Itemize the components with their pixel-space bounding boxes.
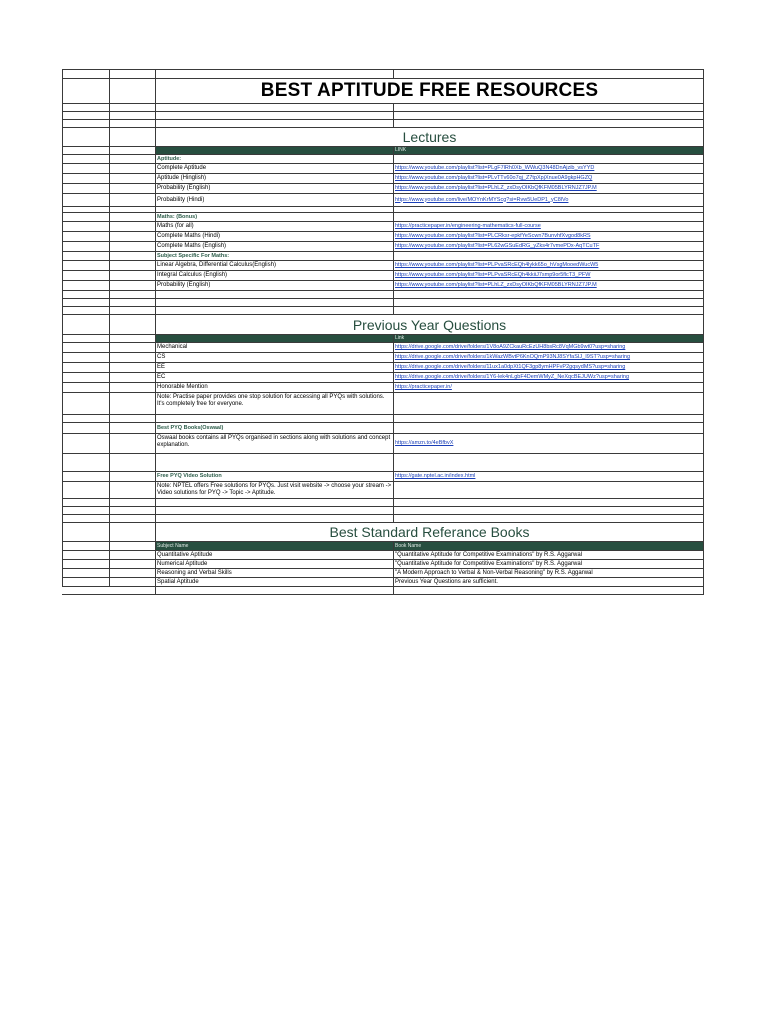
- cell[interactable]: [109, 523, 155, 541]
- cell[interactable]: [109, 155, 155, 163]
- section-label-row: [62, 212, 704, 221]
- cell[interactable]: [109, 515, 155, 522]
- cell[interactable]: [62, 560, 109, 568]
- cell[interactable]: [155, 587, 393, 594]
- pyq-link-header[interactable]: Link: [393, 335, 704, 342]
- lectures-link-header[interactable]: LINK: [393, 147, 704, 154]
- book-name[interactable]: Previous Year Questions are sufficient.: [393, 578, 704, 586]
- cell[interactable]: [109, 454, 155, 471]
- sheet-row: [62, 298, 704, 306]
- pyq-link[interactable]: https://drive.google.com/drive/folders/1V8oA9ZCkauRcEzUH8bsRc8VqMGb9wt0?usp=sharing: [393, 343, 704, 352]
- cell[interactable]: [109, 434, 155, 453]
- pyq-books-label[interactable]: Best PYQ Books(Oswaal): [155, 423, 393, 433]
- cell[interactable]: [109, 261, 155, 270]
- cell[interactable]: [109, 415, 155, 422]
- cell[interactable]: [155, 515, 393, 522]
- page-title: BEST APTITUDE FREE RESOURCES: [260, 80, 599, 101]
- cell[interactable]: [62, 120, 109, 127]
- cell[interactable]: [62, 147, 109, 154]
- note-row: [62, 481, 704, 498]
- resource-name[interactable]: Probability (English): [155, 184, 393, 193]
- cell[interactable]: [109, 343, 155, 352]
- cell[interactable]: [109, 232, 155, 241]
- pyq-name[interactable]: EC: [155, 373, 393, 382]
- resource-link[interactable]: https://www.youtube.com/playlist?list=PL62wGSuEdRG_yZks4r7vmePDx-AqTCuTF: [393, 242, 704, 251]
- sheet-row: [62, 506, 704, 514]
- note-row: [62, 392, 704, 414]
- cell[interactable]: [109, 335, 155, 342]
- table-row: [62, 471, 704, 481]
- header-bar-cell[interactable]: [155, 147, 393, 154]
- pyq-heading: Previous Year Questions: [352, 316, 507, 333]
- resource-name[interactable]: Probability (Hindi): [155, 194, 393, 206]
- sheet-row: [62, 586, 704, 595]
- book-subject[interactable]: Reasoning and Verbal Skills: [155, 569, 393, 577]
- pyq-video-note[interactable]: Note: NPTEL offers Free solutions for PYQs. Just visit website -> choose your stream -> Video solutions for PYQ -> Topic -> Aptitude.: [157, 483, 392, 496]
- section-label-row: [62, 154, 704, 163]
- cell[interactable]: [109, 242, 155, 251]
- pyq-books-link[interactable]: https://amzn.to/4eBfbvX: [393, 434, 704, 453]
- table-row: [62, 280, 704, 290]
- pyq-heading-cell[interactable]: [155, 315, 704, 334]
- cell[interactable]: [62, 222, 109, 231]
- sheet-row: [62, 69, 704, 78]
- table-row: [62, 221, 704, 231]
- cell[interactable]: [62, 104, 109, 111]
- header-bar-row: [62, 334, 704, 342]
- cell[interactable]: [393, 415, 704, 422]
- cell[interactable]: [62, 281, 109, 290]
- cell[interactable]: [109, 383, 155, 392]
- resource-link[interactable]: https://www.youtube.com/playlist?list=PLvTTv60o7qj_Z7tpXpjXnue0A9gkpHGZQ: [393, 174, 704, 183]
- cell[interactable]: [62, 472, 109, 481]
- lectures-heading-cell[interactable]: [155, 128, 704, 146]
- cell[interactable]: [62, 315, 109, 334]
- cell[interactable]: [62, 164, 109, 173]
- resource-name[interactable]: Aptitude (Hinglish): [155, 174, 393, 183]
- sheet-row: [62, 414, 704, 422]
- cell[interactable]: [155, 104, 393, 111]
- book-name[interactable]: "Quantitative Aptitude for Competitive Examinations" by R.S. Aggarwal: [393, 551, 704, 559]
- sheet-row: [62, 306, 704, 314]
- resource-name[interactable]: Complete Maths (English): [155, 242, 393, 251]
- cell[interactable]: [393, 155, 704, 163]
- cell[interactable]: [62, 383, 109, 392]
- cell[interactable]: [109, 307, 155, 314]
- cell[interactable]: [155, 112, 393, 119]
- spreadsheet: [62, 69, 704, 595]
- cell[interactable]: [109, 271, 155, 280]
- table-row: [62, 193, 704, 206]
- resource-name[interactable]: Integral Calculus (English): [155, 271, 393, 280]
- cell[interactable]: [109, 222, 155, 231]
- cell[interactable]: [62, 343, 109, 352]
- pyq-books-text[interactable]: Oswaal books contains all PYQs organised in sections along with solutions and concept explanation.: [155, 434, 393, 453]
- cell[interactable]: [62, 128, 109, 146]
- pyq-video-link[interactable]: https://gate.nptel.ac.in/index.html: [393, 472, 704, 481]
- books-heading: Best Standard Referance Books: [329, 524, 530, 540]
- cell[interactable]: [62, 551, 109, 559]
- cell[interactable]: [393, 120, 704, 127]
- header-bar-cell[interactable]: [155, 335, 393, 342]
- book-subject[interactable]: Quantitative Aptitude: [155, 551, 393, 559]
- subject-label[interactable]: Subject Specific For Maths:: [155, 252, 393, 260]
- table-row: [62, 173, 704, 183]
- cell[interactable]: [155, 70, 393, 78]
- header-bar-row: [62, 146, 704, 154]
- cell[interactable]: [393, 291, 704, 298]
- table-row: [62, 183, 704, 193]
- sheet-row: [62, 103, 704, 111]
- cell[interactable]: [155, 499, 393, 506]
- pyq-name[interactable]: CS: [155, 353, 393, 362]
- cell[interactable]: [109, 423, 155, 433]
- cell[interactable]: [109, 587, 155, 594]
- cell[interactable]: [155, 120, 393, 127]
- cell[interactable]: [109, 252, 155, 260]
- cell[interactable]: [109, 194, 155, 206]
- cell[interactable]: [62, 415, 109, 422]
- maths-label[interactable]: Maths: (Bonus): [155, 213, 393, 221]
- table-row: [62, 550, 704, 559]
- table-row: [62, 433, 704, 453]
- resource-name[interactable]: Complete Aptitude: [155, 164, 393, 173]
- cell[interactable]: [109, 542, 155, 550]
- cell[interactable]: [62, 353, 109, 362]
- lectures-heading: Lectures: [402, 129, 457, 145]
- cell[interactable]: [155, 454, 393, 471]
- cell[interactable]: [109, 120, 155, 127]
- pyq-name[interactable]: Mechanical: [155, 343, 393, 352]
- cell[interactable]: [62, 499, 109, 506]
- cell[interactable]: [62, 363, 109, 372]
- title-row: [62, 78, 704, 103]
- sheet-row: [62, 119, 704, 127]
- cell[interactable]: [62, 542, 109, 550]
- table-row: [62, 231, 704, 241]
- sheet-row: [62, 453, 704, 471]
- cell[interactable]: [109, 128, 155, 146]
- section-label-row: [62, 251, 704, 260]
- cell[interactable]: [393, 299, 704, 306]
- cell[interactable]: [62, 174, 109, 183]
- sheet-row: [62, 498, 704, 506]
- cell[interactable]: [62, 578, 109, 586]
- cell[interactable]: [393, 252, 704, 260]
- resource-link[interactable]: https://practicepaper.in/engineering-mathematics-full-course: [393, 222, 704, 231]
- cell[interactable]: [109, 104, 155, 111]
- sheet-row: [62, 514, 704, 522]
- cell[interactable]: [62, 261, 109, 270]
- cell[interactable]: [109, 353, 155, 362]
- cell[interactable]: [393, 515, 704, 522]
- cell[interactable]: [155, 415, 393, 422]
- cell[interactable]: [393, 454, 704, 471]
- cell[interactable]: [109, 551, 155, 559]
- header-bar-row: [62, 541, 704, 550]
- cell[interactable]: [109, 213, 155, 221]
- cell[interactable]: [393, 393, 704, 414]
- books-book-header[interactable]: Book Name: [393, 542, 704, 550]
- cell[interactable]: [155, 507, 393, 514]
- pyq-name[interactable]: EE: [155, 363, 393, 372]
- cell[interactable]: [109, 70, 155, 78]
- cell[interactable]: [109, 112, 155, 119]
- cell[interactable]: [62, 569, 109, 577]
- resource-link[interactable]: https://www.youtube.com/playlist?list=PLhLZ_zxDsyOIKbQfKFM05BLYRNJZ7JP.M: [393, 281, 704, 290]
- cell[interactable]: [62, 213, 109, 221]
- resource-link[interactable]: https://www.youtube.com/playlist?list=PLCRksr-epkfYeScwn7BunvhfXvgod8kRS: [393, 232, 704, 241]
- cell[interactable]: [62, 112, 109, 119]
- cell[interactable]: [62, 335, 109, 342]
- sheet-row: [62, 290, 704, 298]
- table-row: [62, 577, 704, 586]
- resource-name[interactable]: Maths (for all): [155, 222, 393, 231]
- table-row: [62, 260, 704, 270]
- table-row: [62, 241, 704, 251]
- cell[interactable]: [62, 184, 109, 193]
- cell[interactable]: [62, 271, 109, 280]
- resource-link[interactable]: https://www.youtube.com/playlist?list=PLgF7lRh0Xb_WWuQ3N48DnAjzib_vsYYD: [393, 164, 704, 173]
- section-label-row: [62, 422, 704, 433]
- cell[interactable]: [109, 373, 155, 382]
- table-row: [62, 362, 704, 372]
- pyq-link[interactable]: https://drive.google.com/drive/folders/1kWazWBvtP6KnOQmP93NJ8SYfaSIJ_I9ST?usp=sharing: [393, 353, 704, 362]
- cell[interactable]: [155, 291, 393, 298]
- aptitude-label[interactable]: Aptitude:: [155, 155, 393, 163]
- cell[interactable]: [109, 184, 155, 193]
- cell[interactable]: [109, 393, 155, 414]
- table-row: [62, 559, 704, 568]
- cell[interactable]: [393, 499, 704, 506]
- section-heading-row: [62, 522, 704, 541]
- cell[interactable]: [109, 363, 155, 372]
- cell[interactable]: [393, 423, 704, 433]
- cell[interactable]: [109, 578, 155, 586]
- cell[interactable]: [109, 299, 155, 306]
- table-row: [62, 270, 704, 280]
- books-subject-header[interactable]: Subject Name: [155, 542, 393, 550]
- cell[interactable]: [62, 515, 109, 522]
- cell[interactable]: [62, 307, 109, 314]
- book-subject[interactable]: Numerical Aptitude: [155, 560, 393, 568]
- cell[interactable]: [109, 560, 155, 568]
- pyq-video-label[interactable]: Free PYQ Video Solution: [155, 472, 393, 481]
- table-row: [62, 352, 704, 362]
- cell[interactable]: [62, 232, 109, 241]
- resource-link[interactable]: https://www.youtube.com/playlist?list=PLhLZ_zxDsyOIKbQfKFM05BLYRNJZ7JP.M: [393, 184, 704, 193]
- cell[interactable]: [393, 213, 704, 221]
- cell[interactable]: [62, 423, 109, 433]
- section-heading-row: [62, 127, 704, 146]
- cell[interactable]: [62, 373, 109, 382]
- cell[interactable]: [155, 307, 393, 314]
- sheet-row: [62, 111, 704, 119]
- table-row: [62, 382, 704, 392]
- cell[interactable]: [109, 164, 155, 173]
- resource-link[interactable]: https://www.youtube.com/live/MOYnKrMYScg?si=Rvw5UeDP1_yC8lVo: [393, 194, 704, 206]
- title-cell[interactable]: [155, 79, 704, 103]
- pyq-link[interactable]: https://practicepaper.in/: [393, 383, 704, 392]
- cell[interactable]: [62, 482, 109, 498]
- cell[interactable]: [62, 194, 109, 206]
- cell[interactable]: [62, 434, 109, 453]
- cell[interactable]: [62, 242, 109, 251]
- cell[interactable]: [393, 112, 704, 119]
- cell[interactable]: [62, 523, 109, 541]
- cell[interactable]: [109, 472, 155, 481]
- cell[interactable]: [109, 482, 155, 498]
- cell[interactable]: [393, 104, 704, 111]
- cell[interactable]: [62, 155, 109, 163]
- cell[interactable]: [109, 291, 155, 298]
- cell[interactable]: [62, 393, 109, 414]
- pyq-note[interactable]: Note: Practise paper provides one stop solution for accessing all PYQs with solutions. It's completely free for everyone.: [155, 393, 393, 414]
- cell[interactable]: [62, 291, 109, 298]
- cell[interactable]: [109, 174, 155, 183]
- table-row: [62, 372, 704, 382]
- pyq-link[interactable]: https://drive.google.com/drive/folders/11ux1a0dpXt1QF3gp8ymHPFvP2gqsydMS?usp=sharing: [393, 363, 704, 372]
- cell[interactable]: [109, 315, 155, 334]
- cell[interactable]: [393, 482, 704, 498]
- book-name[interactable]: "A Modern Approach to Verbal & Non-Verbal Reasoning" by R.S. Aggarwal: [393, 569, 704, 577]
- table-row: [62, 568, 704, 577]
- cell[interactable]: [109, 507, 155, 514]
- pyq-link[interactable]: https://drive.google.com/drive/folders/1Y6-lek4nLgbF4DemWMyZ_NeXqcBEJUWz?usp=sharing: [393, 373, 704, 382]
- table-row: [62, 342, 704, 352]
- cell[interactable]: [62, 587, 109, 594]
- cell[interactable]: [62, 252, 109, 260]
- resource-name[interactable]: Linear Algebra, Differential Calculus(English): [155, 261, 393, 270]
- resource-name[interactable]: Probability (English): [155, 281, 393, 290]
- cell[interactable]: [155, 299, 393, 306]
- resource-link[interactable]: https://www.youtube.com/playlist?list=PLPvaSRcEQh4kkiiJ7smp9or5flcT3_PFW: [393, 271, 704, 280]
- cell[interactable]: [62, 70, 109, 78]
- cell[interactable]: [62, 454, 109, 471]
- cell[interactable]: [109, 569, 155, 577]
- books-heading-cell[interactable]: [155, 523, 704, 541]
- cell[interactable]: [62, 299, 109, 306]
- cell[interactable]: [393, 307, 704, 314]
- cell[interactable]: [109, 79, 155, 103]
- cell[interactable]: [62, 79, 109, 103]
- cell[interactable]: [62, 507, 109, 514]
- cell[interactable]: [109, 147, 155, 154]
- cell[interactable]: [393, 507, 704, 514]
- table-row: [62, 163, 704, 173]
- resource-name[interactable]: Complete Maths (Hindi): [155, 232, 393, 241]
- section-heading-row: [62, 314, 704, 334]
- pyq-name[interactable]: Honorable Mention: [155, 383, 393, 392]
- cell[interactable]: [393, 587, 704, 594]
- cell[interactable]: [393, 70, 704, 78]
- cell[interactable]: [109, 499, 155, 506]
- cell[interactable]: [109, 281, 155, 290]
- book-subject[interactable]: Spatial Aptitude: [155, 578, 393, 586]
- resource-link[interactable]: https://www.youtube.com/playlist?list=PLPvaSRcEQh4lykk65o_hVsgMooedWucW5: [393, 261, 704, 270]
- book-name[interactable]: "Quantitative Aptitude for Competitive Examinations" by R.S. Aggarwal: [393, 560, 704, 568]
